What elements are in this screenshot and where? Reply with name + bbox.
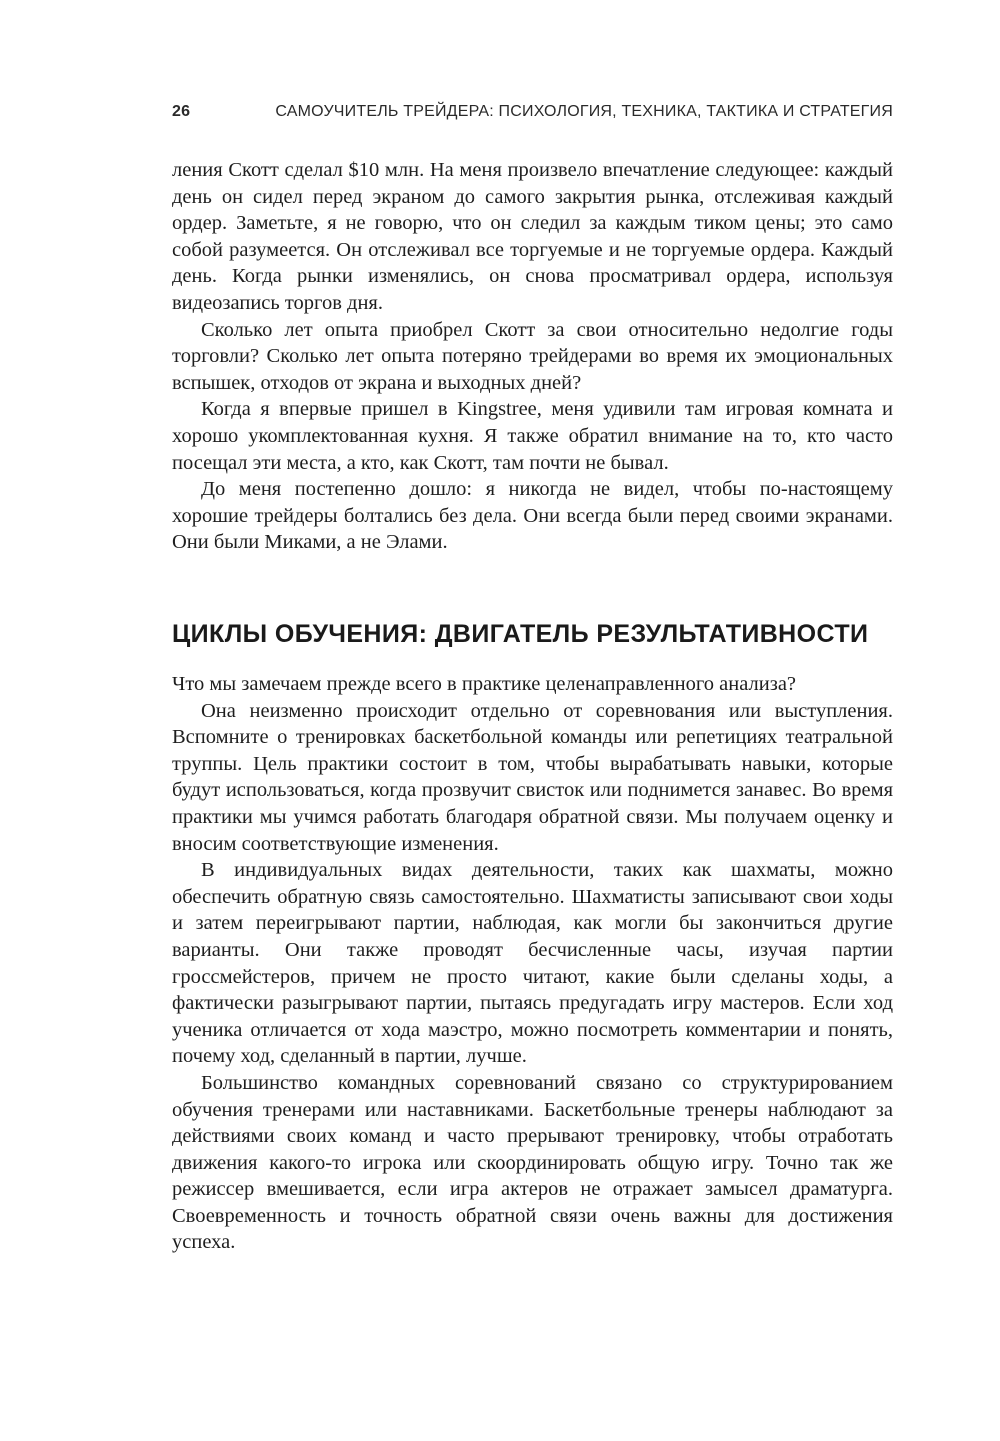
body-text-bottom <box>172 671 893 1256</box>
running-header <box>172 103 893 129</box>
section-heading: ЦИКЛЫ ОБУЧЕНИЯ: ДВИГАТЕЛЬ РЕЗУЛЬТАТИВНОСТИ <box>172 620 869 648</box>
paragraph: До меня постепенно дошло: я никогда не видел, чтобы по-настоящему хорошие трейдеры болтались без дела. Они всегда были перед своими экранами. Они были Миками, а не Элами. <box>172 478 893 554</box>
paragraph: Когда я впервые пришел в Kingstree, меня удивили там игровая комната и хорошо укомплектованная кухня. Я также обратил внимание на то, кто часто посещал эти места, а кто, как Скотт, там почти не бывал. <box>172 398 893 474</box>
paragraph: Сколько лет опыта приобрел Скотт за свои относительно недолгие годы торговли? Сколько лет опыта потеряно трейдерами во время их эмоциональных вспышек, отходов от экрана и выходных дней? <box>172 318 893 394</box>
paragraph-lead: Что мы замечаем прежде всего в практике целенаправленного анализа? <box>172 673 797 695</box>
paragraph: Она неизменно происходит отдельно от соревнования или выступления. Вспомните о тренировках баскетбольной команды или репетициях театральной труппы. Цель практики состоит в том, чтобы вырабатывать навыки, которые будут использоваться, когда прозвучит свисток или поднимется занавес. Во время практики мы учимся работать благодаря обратной связи. Мы получаем оценку и вносим соответствующие изменения. <box>172 699 893 855</box>
page-number: 26 <box>172 103 191 120</box>
paragraph-continuation: ления Скотт сделал $10 млн. На меня произвело впечатление следующее: каждый день он сидел перед экраном до самого закрытия рынка, отслеживая каждый ордер. Заметьте, я не говорю, что он следил за каждым тиком цены; это само собой разумеется. Он отслеживал все торгуемые и не торгуемые ордера. Каждый день. Когда рынки изменялись, он снова просматривал ордера, используя видеозапись торгов дня. <box>172 159 893 314</box>
paragraph: Большинство командных соревнований связано со структурированием обучения тренерами или наставниками. Баскетбольные тренеры наблюдают за действиями своих команд и часто прерывают тренировку, чтобы отработать движения какого-то игрока или скоординировать общую игру. Точно так же режиссер вмешивается, если игра актеров не отражает замысел драматурга. Своевременность и точность обратной связи очень важны для достижения успеха. <box>172 1071 893 1254</box>
paragraph: В индивидуальных видах деятельности, таких как шахматы, можно обеспечить обратную связь самостоятельно. Шахматисты записывают свои ходы и затем переигрывают партии, наблюдая, как могли бы закончиться другие варианты. Они также проводят бесчисленные часы, изучая партии гроссмейстеров, причем не просто читают, какие были сделаны ходы, а фактически разыгрывают партии, пытаясь предугадать игру мастеров. Если ход ученика отличается от хода маэстро, можно посмотреть комментарии и понять, почему ход, сделанный в партии, лучше. <box>172 859 893 1068</box>
book-title: САМОУЧИТЕЛЬ ТРЕЙДЕРА: ПСИХОЛОГИЯ, ТЕХНИКА, ТАКТИКА И СТРАТЕГИЯ <box>275 103 893 120</box>
body-text-top <box>172 157 893 556</box>
